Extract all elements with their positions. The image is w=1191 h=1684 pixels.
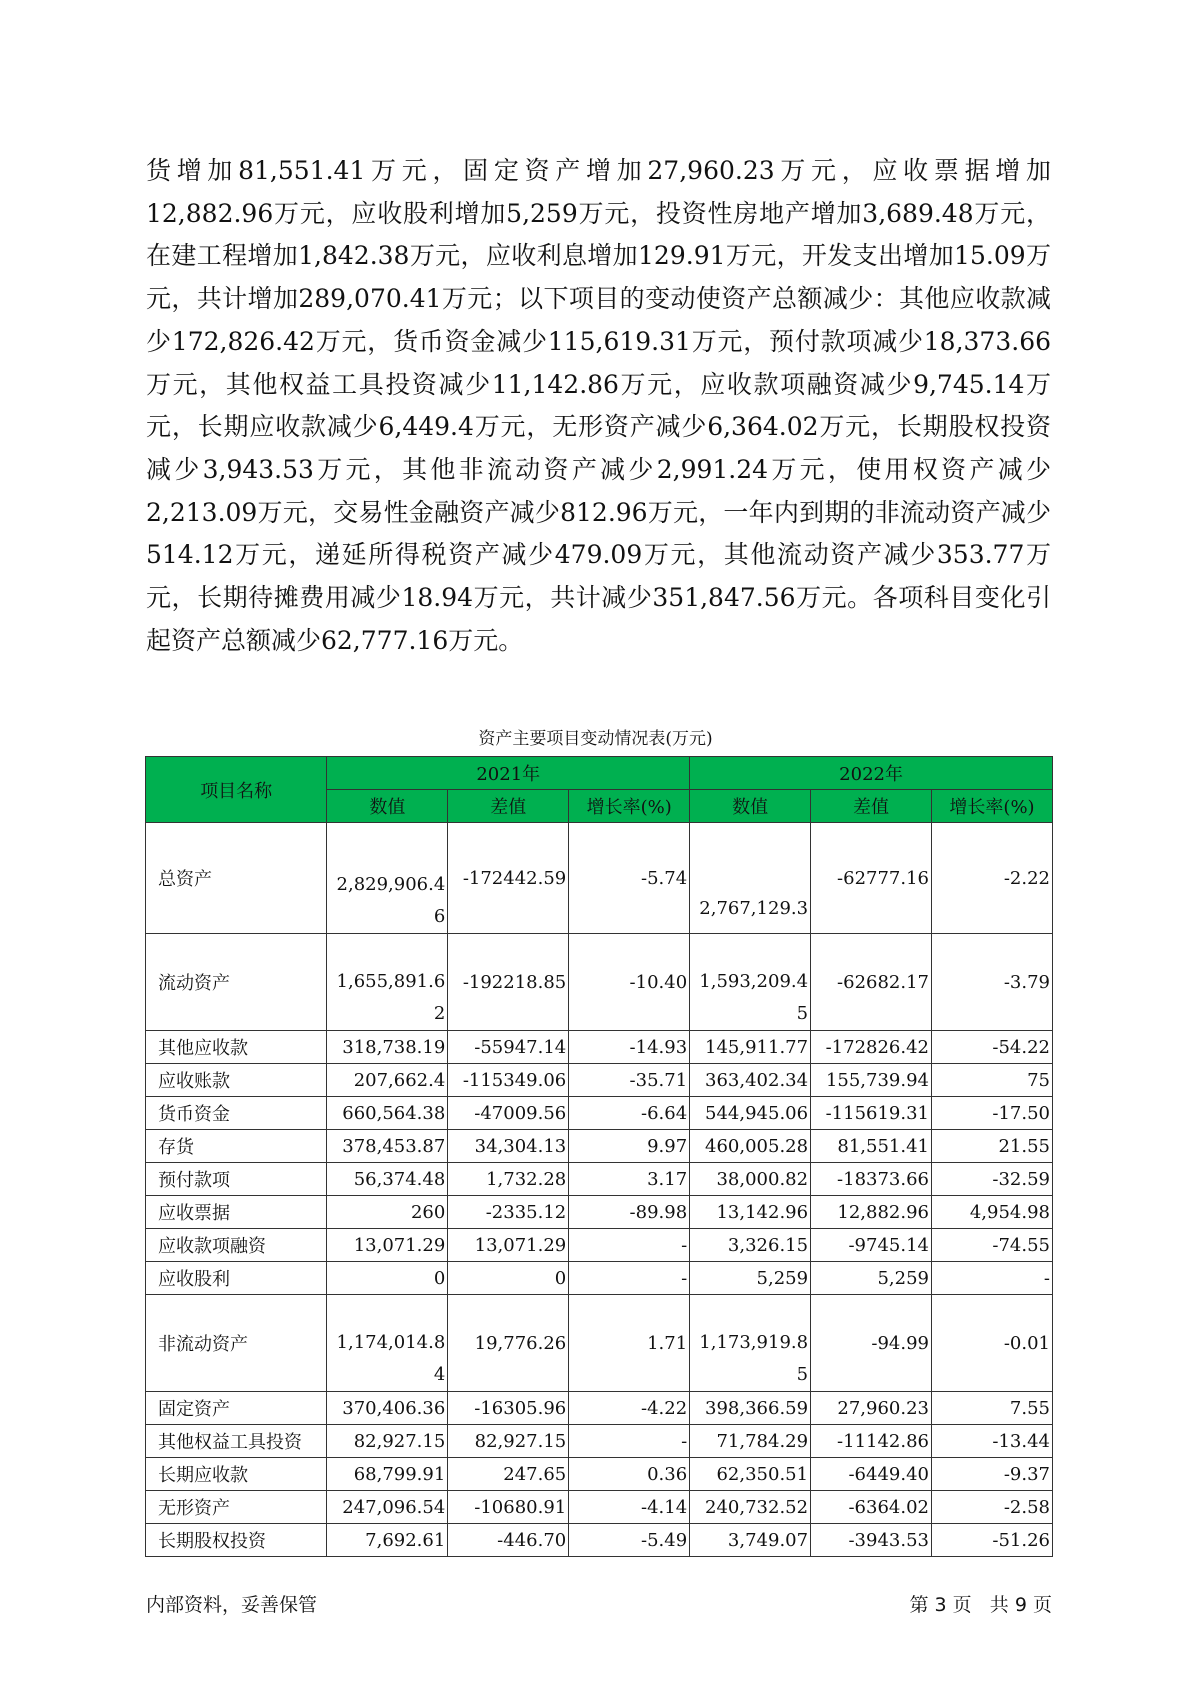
total-prefix: 共 bbox=[989, 1594, 1009, 1616]
table-row bbox=[146, 1064, 1053, 1097]
row-cell: 370,406.36 bbox=[327, 1392, 448, 1425]
row-cell: -9.37 bbox=[932, 1458, 1053, 1491]
row-cell: - bbox=[569, 1262, 690, 1295]
row-cell: 75 bbox=[932, 1064, 1053, 1097]
row-cell: -2335.12 bbox=[448, 1196, 569, 1229]
row-cell: -10.40 bbox=[569, 934, 690, 1031]
row-cell: -47009.56 bbox=[448, 1097, 569, 1130]
row-cell: 0 bbox=[448, 1262, 569, 1295]
row-cell: -5.74 bbox=[569, 823, 690, 934]
row-item-name: 预付款项 bbox=[146, 1163, 327, 1196]
row-cell: -89.98 bbox=[569, 1196, 690, 1229]
table-row bbox=[146, 1392, 1053, 1425]
row-cell: 1,173,919.85 bbox=[690, 1295, 811, 1392]
row-cell: - bbox=[569, 1229, 690, 1262]
row-cell: 27,960.23 bbox=[811, 1392, 932, 1425]
row-cell: 71,784.29 bbox=[690, 1425, 811, 1458]
table-row bbox=[146, 1262, 1053, 1295]
asset-change-table bbox=[145, 756, 1053, 1557]
header-growth-2021: 增长率(%) bbox=[569, 790, 690, 823]
page-unit: 页 bbox=[952, 1594, 972, 1616]
row-cell: 5,259 bbox=[690, 1262, 811, 1295]
row-cell: 544,945.06 bbox=[690, 1097, 811, 1130]
row-cell: -32.59 bbox=[932, 1163, 1053, 1196]
row-cell: -2.58 bbox=[932, 1491, 1053, 1524]
row-cell: 207,662.4 bbox=[327, 1064, 448, 1097]
row-cell: 145,911.77 bbox=[690, 1031, 811, 1064]
table-row bbox=[146, 823, 1053, 934]
row-cell: -115619.31 bbox=[811, 1097, 932, 1130]
row-cell: -14.93 bbox=[569, 1031, 690, 1064]
row-cell: 1,593,209.45 bbox=[690, 934, 811, 1031]
row-cell: 3,749.07 bbox=[690, 1524, 811, 1557]
row-cell: 0 bbox=[327, 1262, 448, 1295]
header-diff-2022: 差值 bbox=[811, 790, 932, 823]
header-value-2022: 数值 bbox=[690, 790, 811, 823]
row-item-name: 货币资金 bbox=[146, 1097, 327, 1130]
row-cell: 5,259 bbox=[811, 1262, 932, 1295]
row-cell: -62777.16 bbox=[811, 823, 932, 934]
row-item-name: 固定资产 bbox=[146, 1392, 327, 1425]
row-item-name: 应收账款 bbox=[146, 1064, 327, 1097]
row-cell: -62682.17 bbox=[811, 934, 932, 1031]
table-row bbox=[146, 1491, 1053, 1524]
row-item-name: 无形资产 bbox=[146, 1491, 327, 1524]
row-cell: -2.22 bbox=[932, 823, 1053, 934]
row-cell: -17.50 bbox=[932, 1097, 1053, 1130]
row-item-name: 非流动资产 bbox=[146, 1295, 327, 1392]
table-row bbox=[146, 1425, 1053, 1458]
table-row bbox=[146, 1130, 1053, 1163]
header-year-2021: 2021年 bbox=[327, 757, 690, 790]
row-cell: 1,732.28 bbox=[448, 1163, 569, 1196]
row-cell: 660,564.38 bbox=[327, 1097, 448, 1130]
row-cell: -4.22 bbox=[569, 1392, 690, 1425]
footer-page-number bbox=[892, 1590, 1052, 1617]
page-current: 3 bbox=[934, 1594, 947, 1616]
row-cell: -13.44 bbox=[932, 1425, 1053, 1458]
row-cell: - bbox=[569, 1425, 690, 1458]
row-cell: -192218.85 bbox=[448, 934, 569, 1031]
row-item-name: 应收票据 bbox=[146, 1196, 327, 1229]
row-cell: 81,551.41 bbox=[811, 1130, 932, 1163]
row-item-name: 应收款项融资 bbox=[146, 1229, 327, 1262]
row-cell: 247.65 bbox=[448, 1458, 569, 1491]
row-cell: 38,000.82 bbox=[690, 1163, 811, 1196]
row-cell: 318,738.19 bbox=[327, 1031, 448, 1064]
table-row bbox=[146, 1458, 1053, 1491]
row-cell: 3,326.15 bbox=[690, 1229, 811, 1262]
row-cell: -74.55 bbox=[932, 1229, 1053, 1262]
table-row bbox=[146, 1229, 1053, 1262]
row-cell: 155,739.94 bbox=[811, 1064, 932, 1097]
row-cell: 247,096.54 bbox=[327, 1491, 448, 1524]
row-cell: -5.49 bbox=[569, 1524, 690, 1557]
footer-confidential-note: 内部资料，妥善保管 bbox=[146, 1594, 318, 1616]
row-cell: -6364.02 bbox=[811, 1491, 932, 1524]
row-cell: 0.36 bbox=[569, 1458, 690, 1491]
row-cell: 1,655,891.62 bbox=[327, 934, 448, 1031]
row-cell: -115349.06 bbox=[448, 1064, 569, 1097]
row-item-name: 其他权益工具投资 bbox=[146, 1425, 327, 1458]
row-cell: -6449.40 bbox=[811, 1458, 932, 1491]
row-cell: - bbox=[932, 1262, 1053, 1295]
row-cell: 378,453.87 bbox=[327, 1130, 448, 1163]
row-cell: 4,954.98 bbox=[932, 1196, 1053, 1229]
row-cell: -4.14 bbox=[569, 1491, 690, 1524]
row-cell: 62,350.51 bbox=[690, 1458, 811, 1491]
row-cell: -51.26 bbox=[932, 1524, 1053, 1557]
row-cell: 13,071.29 bbox=[448, 1229, 569, 1262]
row-cell: 2,829,906.46 bbox=[327, 823, 448, 934]
page-prefix: 第 bbox=[909, 1594, 929, 1616]
row-cell: 363,402.34 bbox=[690, 1064, 811, 1097]
row-cell: 460,005.28 bbox=[690, 1130, 811, 1163]
row-cell: -10680.91 bbox=[448, 1491, 569, 1524]
row-cell: 82,927.15 bbox=[448, 1425, 569, 1458]
row-item-name: 长期应收款 bbox=[146, 1458, 327, 1491]
row-cell: -0.01 bbox=[932, 1295, 1053, 1392]
table-row bbox=[146, 1031, 1053, 1064]
row-cell: -94.99 bbox=[811, 1295, 932, 1392]
row-cell: 398,366.59 bbox=[690, 1392, 811, 1425]
row-cell: -18373.66 bbox=[811, 1163, 932, 1196]
row-cell: -172442.59 bbox=[448, 823, 569, 934]
header-year-2022: 2022年 bbox=[690, 757, 1053, 790]
row-cell: -6.64 bbox=[569, 1097, 690, 1130]
row-cell: -35.71 bbox=[569, 1064, 690, 1097]
row-cell: 56,374.48 bbox=[327, 1163, 448, 1196]
row-item-name: 总资产 bbox=[146, 823, 327, 934]
table-row bbox=[146, 934, 1053, 1031]
row-cell: 21.55 bbox=[932, 1130, 1053, 1163]
table-body bbox=[146, 823, 1053, 1557]
row-cell: 1.71 bbox=[569, 1295, 690, 1392]
total-unit: 页 bbox=[1032, 1594, 1052, 1616]
header-growth-2022: 增长率(%) bbox=[932, 790, 1053, 823]
row-cell: 260 bbox=[327, 1196, 448, 1229]
row-cell: 1,174,014.84 bbox=[327, 1295, 448, 1392]
row-cell: 2,767,129.3 bbox=[690, 823, 811, 934]
row-cell: -172826.42 bbox=[811, 1031, 932, 1064]
row-cell: 7,692.61 bbox=[327, 1524, 448, 1557]
table-caption: 资产主要项目变动情况表(万元) bbox=[478, 729, 713, 749]
header-diff-2021: 差值 bbox=[448, 790, 569, 823]
row-cell: -9745.14 bbox=[811, 1229, 932, 1262]
row-item-name: 其他应收款 bbox=[146, 1031, 327, 1064]
page-total: 9 bbox=[1014, 1594, 1027, 1616]
row-cell: 19,776.26 bbox=[448, 1295, 569, 1392]
row-cell: -54.22 bbox=[932, 1031, 1053, 1064]
row-cell: -16305.96 bbox=[448, 1392, 569, 1425]
row-cell: 82,927.15 bbox=[327, 1425, 448, 1458]
row-cell: -11142.86 bbox=[811, 1425, 932, 1458]
table-row bbox=[146, 1524, 1053, 1557]
row-cell: -55947.14 bbox=[448, 1031, 569, 1064]
table-row bbox=[146, 1163, 1053, 1196]
table-row bbox=[146, 1097, 1053, 1130]
row-item-name: 存货 bbox=[146, 1130, 327, 1163]
row-cell: 3.17 bbox=[569, 1163, 690, 1196]
table-row bbox=[146, 1295, 1053, 1392]
row-cell: 7.55 bbox=[932, 1392, 1053, 1425]
row-cell: 9.97 bbox=[569, 1130, 690, 1163]
row-item-name: 应收股利 bbox=[146, 1262, 327, 1295]
row-cell: 12,882.96 bbox=[811, 1196, 932, 1229]
header-value-2021: 数值 bbox=[327, 790, 448, 823]
table-row bbox=[146, 1196, 1053, 1229]
row-cell: 34,304.13 bbox=[448, 1130, 569, 1163]
row-cell: 240,732.52 bbox=[690, 1491, 811, 1524]
row-cell: -446.70 bbox=[448, 1524, 569, 1557]
row-cell: 13,071.29 bbox=[327, 1229, 448, 1262]
body-paragraph: 货增加81,551.41万元，固定资产增加27,960.23万元，应收票据增加12,882.96万元，应收股利增加5,259万元，投资性房地产增加3,689.48万元，在建工程增加1,842.38万元，应收利息增加129.91万元，开发支出增加15.09万元，共计增加289,070.41万元；以下项目的变动使资产总额减少：其他应收款减少172,826.42万元，货币资金减少115,619.31万元，预付款项减少18,373.66万元，其他权益工具投资减少11,142.86万元，应收款项融资减少9,745.14万元，长期应收款减少6,449.4万元，无形资产减少6,364.02万元，长期股权投资减少3,943.53万元，其他非流动资产减少2,991.24万元，使用权资产减少2,213.09万元，交易性金融资产减少812.96万元，一年内到期的非流动资产减少514.12万元，递延所得税资产减少479.09万元，其他流动资产减少353.77万元，长期待摊费用减少18.94万元，共计减少351,847.56万元。各项科目变化引起资产总额减少62,777.16万元。 bbox=[146, 156, 1051, 655]
row-cell: -3943.53 bbox=[811, 1524, 932, 1557]
row-cell: -3.79 bbox=[932, 934, 1053, 1031]
row-item-name: 流动资产 bbox=[146, 934, 327, 1031]
row-item-name: 长期股权投资 bbox=[146, 1524, 327, 1557]
header-item-name: 项目名称 bbox=[146, 757, 327, 823]
row-cell: 13,142.96 bbox=[690, 1196, 811, 1229]
row-cell: 68,799.91 bbox=[327, 1458, 448, 1491]
